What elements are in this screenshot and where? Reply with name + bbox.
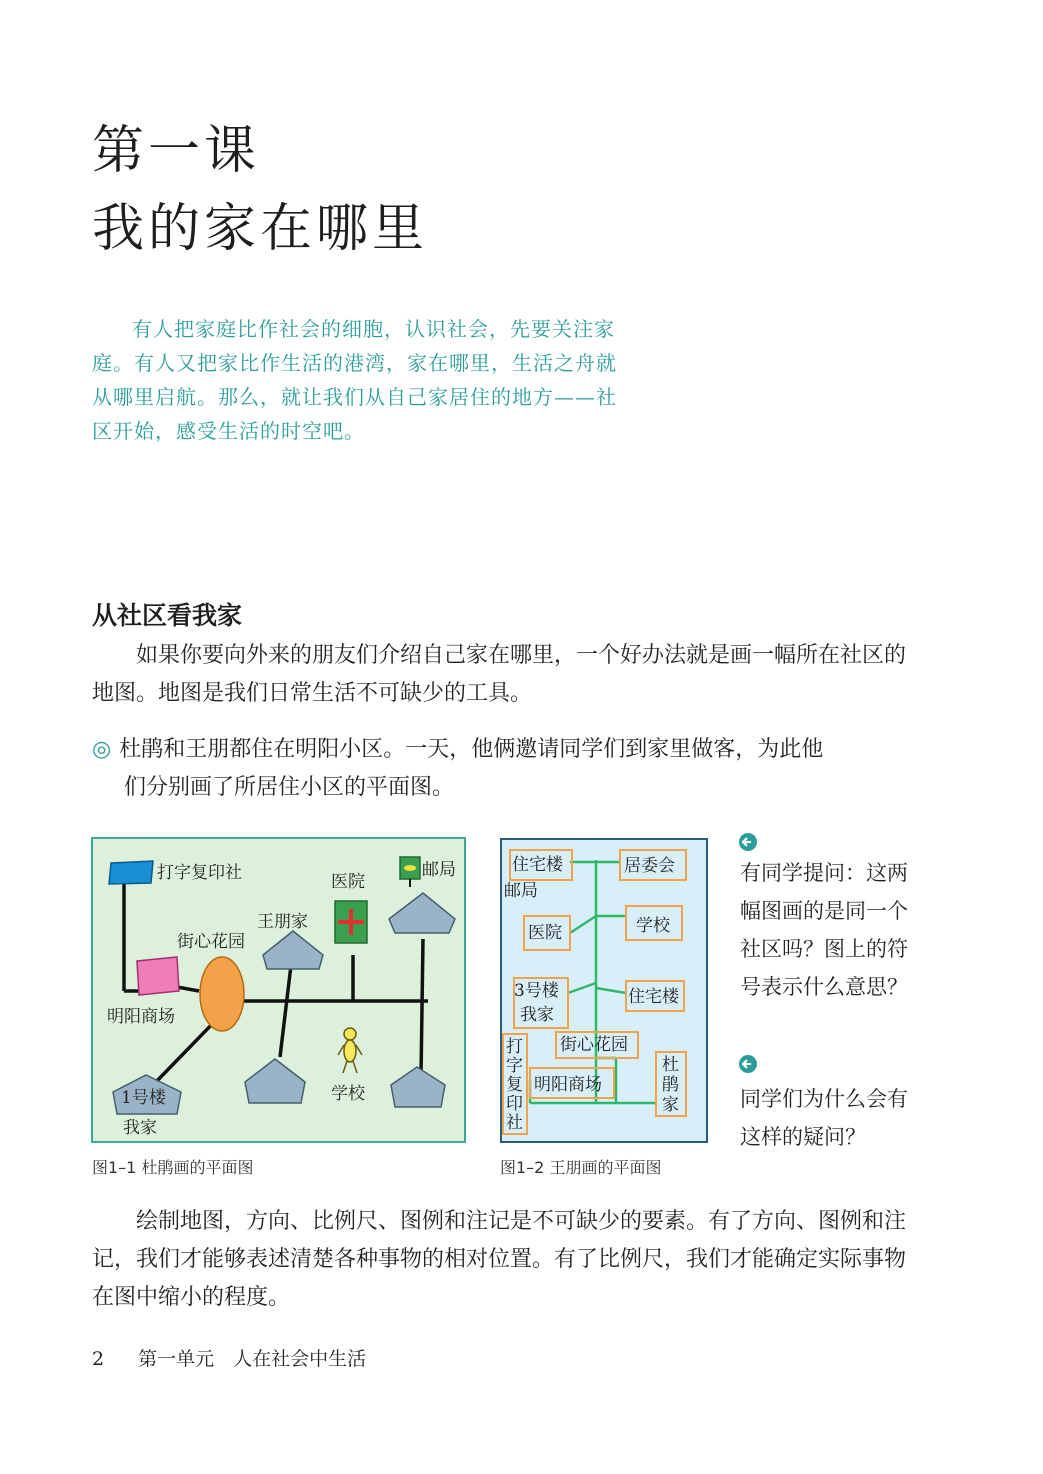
page-number: 2 [92, 1348, 105, 1370]
map2-dujuan-char: 鹃 [662, 1075, 679, 1095]
map1-label-garden: 街心花园 [177, 932, 245, 952]
print-shop-symbol [109, 861, 153, 884]
map2-label-my-home: 我家 [520, 1005, 554, 1025]
map2-label-residential2: 住宅楼 [628, 987, 679, 1007]
body-paragraph-2: 绘制地图，方向、比例尺、图例和注记是不可缺少的要素。有了方向、图例和注记，我们才能够表述清楚各种事物的相对位置。有了比例尺，我们才能确定实际事物在图中缩小的程度。 [92, 1209, 907, 1310]
activity-prompt [92, 731, 912, 807]
activity-line-2: 们分别画了所居住小区的平面图。 [124, 775, 455, 800]
map1-label-mall: 明阳商场 [107, 1007, 175, 1027]
unit-title: 第一单元 人在社会中生活 [138, 1348, 367, 1370]
map2-label-print-shop [506, 1037, 523, 1133]
map2-print-shop-char: 打 [506, 1037, 523, 1057]
post-office-mark [404, 865, 416, 871]
map2-label-committee: 居委会 [624, 856, 675, 876]
map2-label-school: 学校 [636, 916, 670, 936]
map2-print-shop-char: 印 [506, 1094, 523, 1114]
map2-print-shop-char: 复 [506, 1075, 523, 1095]
sidebar-question-1: 有同学提问：这两幅图画的是同一个社区吗？图上的符号表示什么意思？ [740, 861, 908, 999]
map1-label-my-home: 我家 [123, 1118, 157, 1138]
map2-dujuan-char: 家 [662, 1095, 679, 1115]
wangpeng-map [500, 838, 708, 1143]
map1-label-building1: 1号楼 [121, 1088, 166, 1108]
map2-caption: 图1–2 王朋画的平面图 [500, 1158, 662, 1177]
map2-label-residential1: 住宅楼 [512, 855, 563, 875]
map2-dujuan-char: 杜 [662, 1055, 679, 1075]
sidebar-question-2: 同学们为什么会有这样的疑问？ [740, 1087, 908, 1149]
map1-label-post-office: 邮局 [422, 860, 456, 880]
map1-label-school: 学校 [331, 1084, 365, 1104]
activity-line-1: 杜鹃和王朋都住在明阳小区。一天，他俩邀请同学们到家里做客，为此他 [119, 737, 824, 762]
map1-label-hospital: 医院 [331, 872, 365, 892]
page-footer [92, 1344, 366, 1371]
section-heading: 从社区看我家 [92, 601, 243, 630]
map2-label-garden: 街心花园 [560, 1035, 628, 1055]
mall-symbol [137, 957, 179, 995]
map2-label-building3: 3号楼 [514, 981, 559, 1001]
lesson-title: 我的家在哪里 [92, 199, 429, 259]
question-arrow-icon [738, 1054, 758, 1074]
map2-label-hospital: 医院 [528, 923, 562, 943]
map1-label-wangpeng-home: 王朋家 [257, 912, 308, 932]
lesson-number: 第一课 [92, 121, 261, 181]
map2-label-dujuan-home [662, 1055, 679, 1115]
body-paragraph-1: 如果你要向外来的朋友们介绍自己家在哪里，一个好办法就是画一幅所在社区的地图。地图是我们日常生活不可缺少的工具。 [92, 643, 907, 706]
map1-label-print-shop: 打字复印社 [157, 863, 242, 883]
dujuan-map [91, 837, 466, 1143]
activity-bullet: ◎ [92, 737, 112, 762]
intro-paragraph: 有人把家庭比作社会的细胞，认识社会，先要关注家庭。有人又把家比作生活的港湾，家在哪里，生活之舟就从哪里启航。那么，就让我们从自己家居住的地方——社区开始，感受生活的时空吧。 [92, 317, 617, 443]
garden-symbol [200, 957, 244, 1031]
map2-print-shop-char: 社 [506, 1113, 523, 1133]
question-arrow-icon [738, 832, 758, 852]
map2-label-mall: 明阳商场 [534, 1075, 602, 1095]
map1-caption: 图1–1 杜鹃画的平面图 [92, 1158, 254, 1177]
map2-label-post-office: 邮局 [504, 881, 538, 901]
map2-print-shop-char: 字 [506, 1056, 523, 1076]
